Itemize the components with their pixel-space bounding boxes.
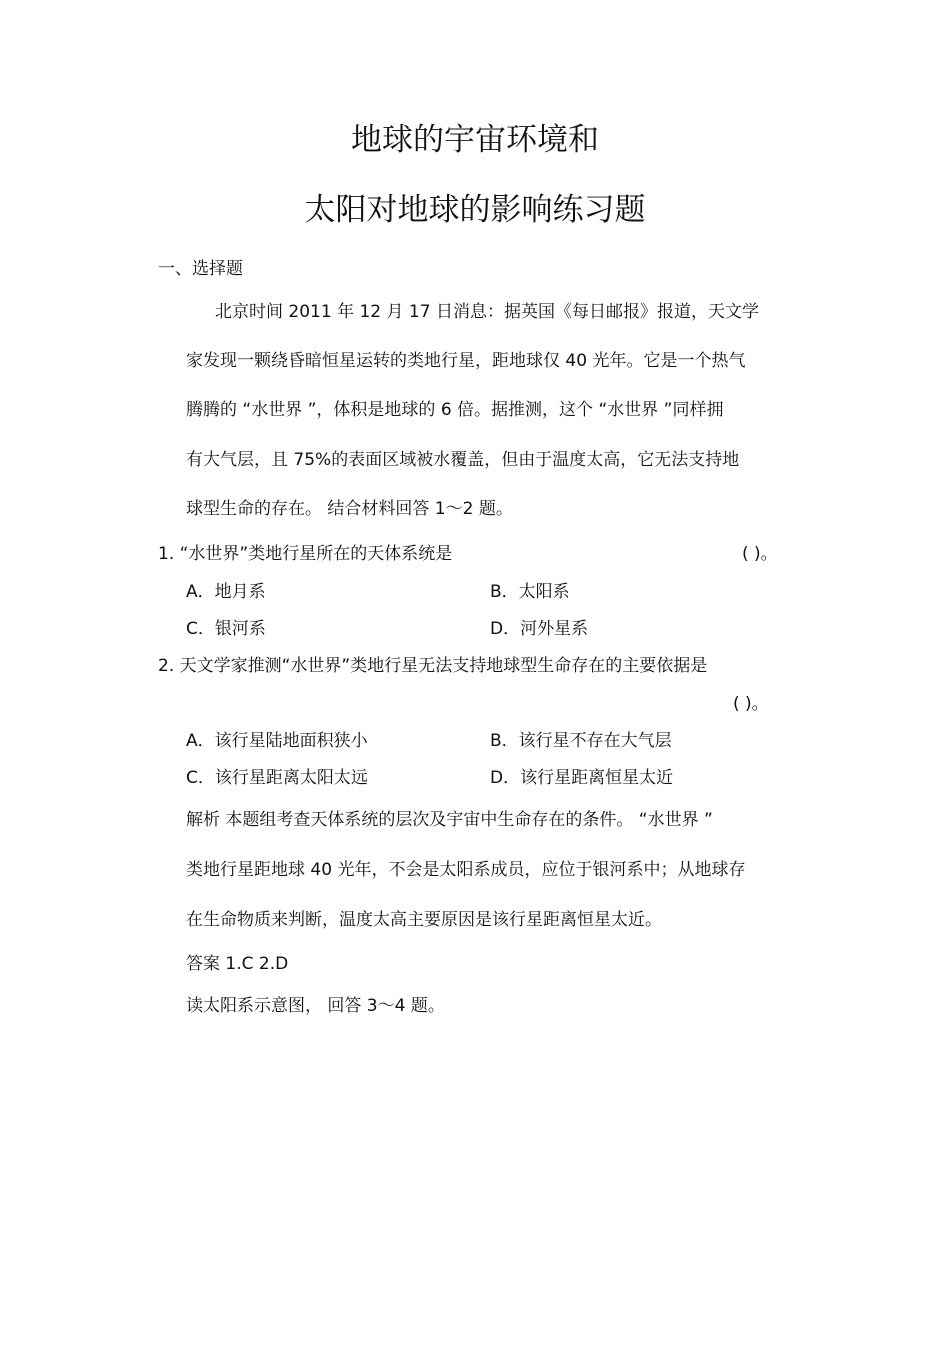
material-line: 北京时间 2011 年 12 月 17 日消息：据英国《每日邮报》报道，天文学 bbox=[215, 302, 759, 322]
material-line: 球型生命的存在。 结合材料回答 1～2 题。 bbox=[186, 499, 513, 519]
material-line: 家发现一颗绕昏暗恒星运转的类地行星，距地球仅 40 光年。它是一个热气 bbox=[186, 351, 746, 371]
answer-blank: ( )。 bbox=[742, 544, 778, 564]
next-prompt: 读太阳系示意图， 回答 3～4 题。 bbox=[186, 996, 445, 1016]
analysis-line: 解析 本题组考查天体系统的层次及宇宙中生命存在的条件。 “水世界 ” bbox=[186, 810, 713, 830]
question-stem: 1. “水世界”类地行星所在的天体系统是 bbox=[158, 544, 453, 564]
title-line-2: 太阳对地球的影响练习题 bbox=[304, 192, 646, 228]
answer-blank: ( )。 bbox=[733, 694, 769, 714]
option-d: D．该行星距离恒星太近 bbox=[490, 768, 674, 788]
option-d: D．河外星系 bbox=[490, 619, 589, 639]
option-c: C．银河系 bbox=[186, 619, 266, 639]
material-line: 腾腾的 “水世界 ”，体积是地球的 6 倍。据推测，这个 “水世界 ”同样拥 bbox=[186, 400, 724, 420]
option-b: B．该行星不存在大气层 bbox=[490, 731, 672, 751]
option-b: B．太阳系 bbox=[490, 582, 570, 602]
material-line: 有大气层，且 75%的表面区域被水覆盖，但由于温度太高，它无法支持地 bbox=[186, 450, 740, 470]
title-line-1: 地球的宇宙环境和 bbox=[351, 122, 599, 158]
section-heading: 一、选择题 bbox=[158, 259, 243, 279]
analysis-line: 在生命物质来判断，温度太高主要原因是该行星距离恒星太近。 bbox=[186, 910, 662, 930]
question-stem: 2. 天文学家推测“水世界”类地行星无法支持地球型生命存在的主要依据是 bbox=[158, 656, 708, 676]
analysis-line: 类地行星距地球 40 光年，不会是太阳系成员，应位于银河系中；从地球存 bbox=[186, 860, 746, 880]
answer-line: 答案 1.C 2.D bbox=[186, 954, 289, 974]
option-a: A．该行星陆地面积狭小 bbox=[186, 731, 368, 751]
option-c: C．该行星距离太阳太远 bbox=[186, 768, 368, 788]
option-a: A．地月系 bbox=[186, 582, 266, 602]
